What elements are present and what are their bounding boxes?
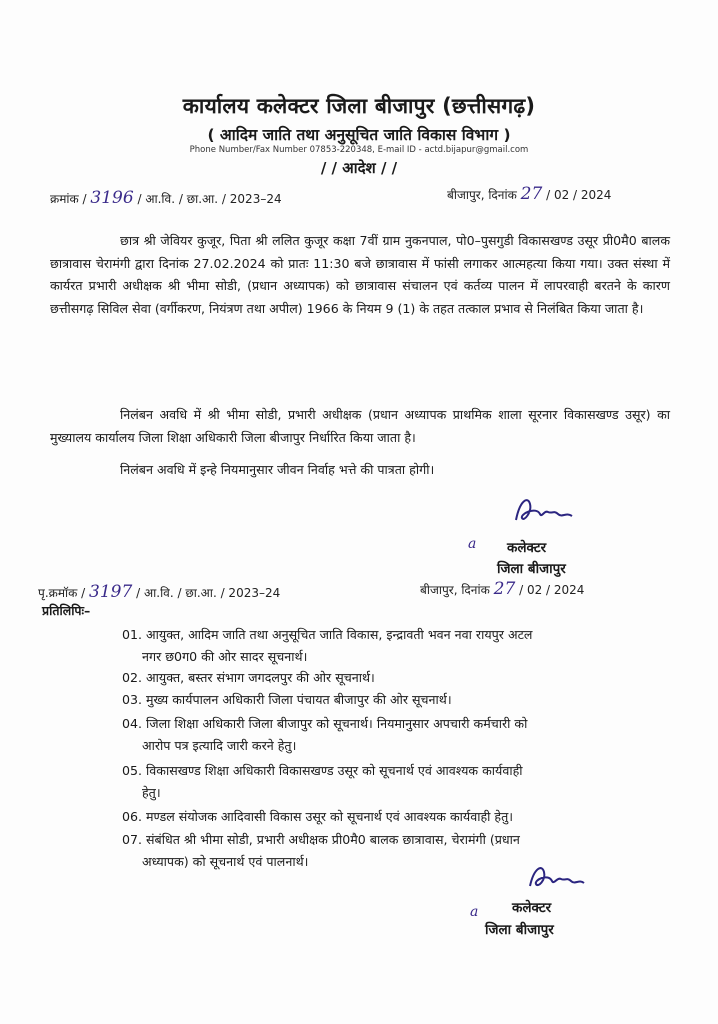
endorsement-date bbox=[420, 579, 584, 599]
copy-list-item bbox=[122, 713, 674, 756]
item-line: विकासखण्ड शिक्षा अधिकारी विकासखण्ड उसूर को सूचनार्थ एवं आवश्यक कार्यवाही bbox=[146, 763, 523, 778]
item-line: मुख्य कार्यपालन अधिकारी जिला पंचायत बीजापुर की ओर सूचनार्थ। bbox=[146, 692, 452, 707]
endorsement-ref-prefix: पृ.क्रमॉक / bbox=[38, 586, 86, 600]
item-number: 03. bbox=[122, 692, 143, 707]
item-line-continued: हेतु। bbox=[142, 784, 161, 800]
signature-1 bbox=[510, 492, 580, 530]
initial-mark-2: a bbox=[470, 904, 479, 920]
date-day-handwritten: 27 bbox=[520, 184, 543, 204]
endorsement-place-date-prefix: बीजापुर, दिनांक bbox=[420, 583, 490, 597]
initial-mark-1: a bbox=[468, 536, 477, 552]
signature-2 bbox=[524, 860, 590, 896]
body-paragraph-1: छात्र श्री जेवियर कुजूर, पिता श्री ललित कुजूर कक्षा 7वीं ग्राम नुकनपाल, पो0–पुसगुडी विकासखण्ड उसूर प्री0मै0 बालक छात्रावास चेरामंगी द्वारा दिनांक 27.02.2024 को प्रातः 11:30 बजे छात्रावास में फांसी लगाकर आत्महत्या किया गया। उक्त संस्था में कार्यरत प्रभारी अधीक्षक श्री भीमा सोडी, (प्रधान अध्यापक) को छात्रावास संचालन एवं कर्तव्य पालन में लापरवाही बरतने के कारण छत्तीसगढ़ सिविल सेवा (वर्गीकरण, नियंत्रण तथा अपील) 1966 के नियम 9 (1) के तहत तत्काल प्रभाव से निलंबित किया जाता है। bbox=[50, 233, 670, 316]
ref-number-handwritten: 3196 bbox=[90, 188, 134, 208]
item-line: जिला शिक्षा अधिकारी जिला बीजापुर को सूचनार्थ। नियमानुसार अपचारी कर्मचारी को bbox=[146, 716, 528, 731]
signatory-district-1: जिला बीजापुर bbox=[497, 561, 566, 577]
endorsement-reference bbox=[38, 582, 280, 602]
item-line-continued: नगर छ0ग0 की ओर सादर सूचनार्थ। bbox=[142, 648, 308, 664]
copy-list-item bbox=[122, 760, 674, 803]
item-line: आयुक्त, आदिम जाति तथा अनुसूचित जाति विकास, इन्द्रावती भवन नवा रायपुर अटल bbox=[146, 627, 533, 642]
copy-to-label: प्रतिलिपिः– bbox=[42, 603, 91, 618]
item-line: आयुक्त, बस्तर संभाग जगदलपुर की ओर सूचनार्थ। bbox=[146, 670, 375, 685]
body-paragraph-2: निलंबन अवधि में श्री भीमा सोडी, प्रभारी अधीक्षक (प्रधान अध्यापक प्राथमिक शाला सूरनार विकासखण्ड उसूर) का मुख्यालय कार्यालय जिला शिक्षा अधिकारी जिला बीजापुर निर्धारित किया जाता है। bbox=[50, 407, 670, 445]
item-line-continued: आरोप पत्र इत्यादि जारी करने हेतु। bbox=[142, 737, 297, 753]
copy-list-item bbox=[122, 689, 674, 711]
item-number: 06. bbox=[122, 809, 143, 824]
signatory-designation-1: कलेक्टर bbox=[507, 540, 547, 556]
endorsement-date-day-handwritten: 27 bbox=[493, 579, 516, 599]
copy-list-item bbox=[122, 829, 674, 872]
order-reference bbox=[50, 188, 282, 208]
copy-list-item bbox=[122, 667, 674, 689]
endorsement-ref-number-handwritten: 3197 bbox=[89, 582, 133, 602]
place-date-prefix: बीजापुर, दिनांक bbox=[447, 188, 517, 202]
endorsement-ref-suffix: / आ.वि. / छा.आ. / 2023–24 bbox=[136, 586, 281, 600]
item-number: 04. bbox=[122, 716, 143, 731]
contact-line: Phone Number/Fax Number 07853-220348, E-mail ID - actd.bijapur@gmail.com bbox=[189, 145, 529, 155]
item-number: 07. bbox=[122, 832, 143, 847]
copy-list-item bbox=[122, 624, 674, 667]
order-date bbox=[447, 184, 611, 204]
ref-suffix: / आ.वि. / छा.आ. / 2023–24 bbox=[137, 192, 282, 206]
endorsement-date-rest: / 02 / 2024 bbox=[519, 583, 585, 597]
item-number: 01. bbox=[122, 627, 143, 642]
item-number: 05. bbox=[122, 763, 143, 778]
signatory-district-2: जिला बीजापुर bbox=[485, 922, 554, 938]
item-line: संबंधित श्री भीमा सोडी, प्रभारी अधीक्षक प्री0मै0 बालक छात्रावास, चेरामंगी (प्रधान bbox=[146, 832, 520, 847]
item-line-continued: अध्यापक) को सूचनार्थ एवं पालनार्थ। bbox=[142, 853, 309, 869]
item-line: मण्डल संयोजक आदिवासी विकास उसूर को सूचनार्थ एवं आवश्यक कार्यवाही हेतु। bbox=[146, 809, 514, 824]
office-title: कार्यालय कलेक्टर जिला बीजापुर (छत्तीसगढ़) bbox=[182, 94, 536, 118]
item-number: 02. bbox=[122, 670, 143, 685]
order-heading: / / आदेश / / bbox=[320, 159, 398, 177]
department-title: ( आदिम जाति तथा अनुसूचित जाति विकास विभाग ) bbox=[207, 126, 511, 144]
signatory-designation-2: कलेक्टर bbox=[512, 900, 552, 916]
body-paragraph-3: निलंबन अवधि में इन्हे नियमानुसार जीवन निर्वाह भत्ते की पात्रता होगी। bbox=[120, 462, 435, 477]
ref-prefix: क्रमांक / bbox=[50, 192, 87, 206]
date-rest: / 02 / 2024 bbox=[546, 188, 612, 202]
copy-list-item bbox=[122, 806, 674, 828]
